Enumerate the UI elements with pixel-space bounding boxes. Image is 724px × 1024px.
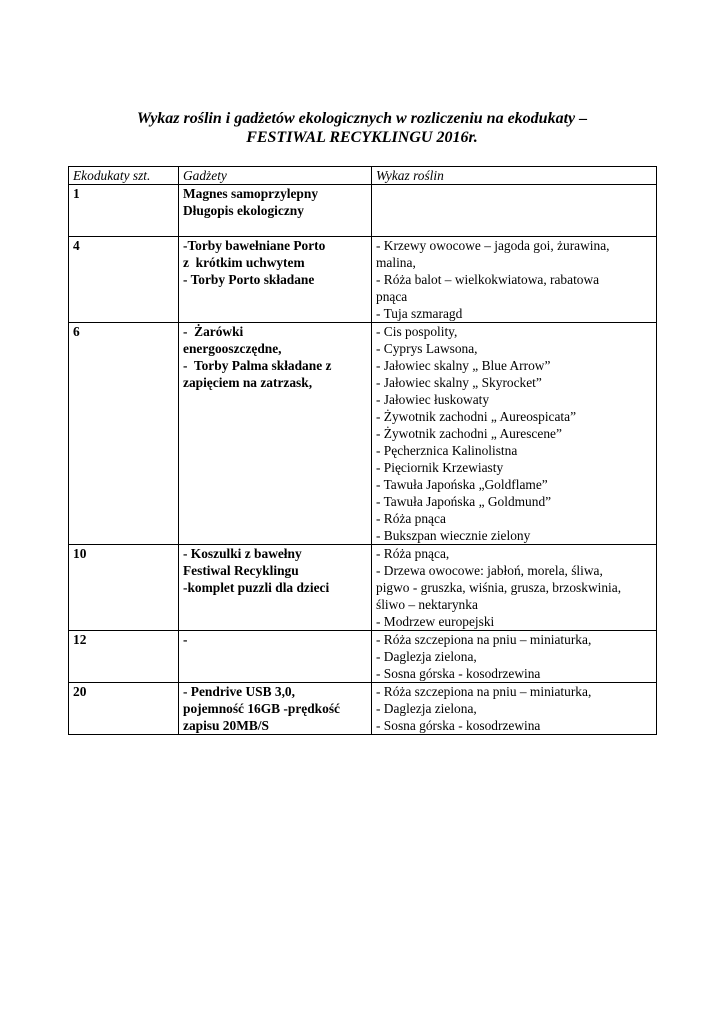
plants-gadgets-table — [68, 166, 657, 735]
cell-wykaz-roslin — [372, 185, 657, 237]
plant-line: - Żywotnik zachodni „ Aureospicata” — [376, 409, 577, 424]
plant-line: - Pęcherznica Kalinolistna — [376, 443, 518, 458]
gadget-line: -komplet puzzli dla dzieci — [183, 580, 330, 595]
plant-line: śliwo – nektarynka — [376, 597, 478, 612]
gadget-line: zapisu 20MB/S — [183, 718, 269, 733]
title-line-1: Wykaz roślin i gadżetów ekologicznych w rozliczeniu na ekodukaty – — [136, 110, 588, 127]
plant-line: - Pięciornik Krzewiasty — [376, 460, 504, 475]
gadget-line: z krótkim uchwytem — [183, 255, 305, 270]
cell-ekodukaty: 10 — [69, 545, 179, 631]
gadget-line: pojemność 16GB -prędkość — [183, 701, 340, 716]
plant-line: - Róża pnąca — [376, 511, 446, 526]
table-row — [69, 185, 657, 237]
gadget-line: - Pendrive USB 3,0, — [183, 684, 295, 699]
plant-line: - Modrzew europejski — [376, 614, 495, 629]
plant-line: - Sosna górska - kosodrzewina — [376, 666, 541, 681]
plant-line: - Żywotnik zachodni „ Aurescene” — [376, 426, 562, 441]
plant-line: - Jałowiec skalny „ Blue Arrow” — [376, 358, 551, 373]
title-line-2: FESTIWAL RECYKLINGU 2016r. — [246, 129, 478, 146]
gadget-line: - Koszulki z bawełny — [183, 546, 302, 561]
header-ekodukaty: Ekodukaty szt. — [69, 167, 179, 185]
cell-ekodukaty: 6 — [69, 323, 179, 545]
cell-ekodukaty: 1 — [69, 185, 179, 237]
plant-line: pigwo - gruszka, wiśnia, grusza, brzoskwinia, — [376, 580, 622, 595]
cell-wykaz-roslin — [372, 323, 657, 545]
table-row — [69, 237, 657, 323]
cell-ekodukaty: 4 — [69, 237, 179, 323]
table-row — [69, 683, 657, 735]
gadget-line: Długopis ekologiczny — [183, 203, 304, 218]
cell-wykaz-roslin — [372, 545, 657, 631]
header-gadzety: Gadżety — [179, 167, 372, 185]
cell-gadzety — [179, 631, 372, 683]
header-wykaz-roslin: Wykaz roślin — [372, 167, 657, 185]
table-body — [69, 185, 657, 735]
plant-line: - Róża szczepiona na pniu – miniaturka, — [376, 684, 592, 699]
plant-line: - Róża balot – wielkokwiatowa, rabatowa — [376, 272, 600, 287]
gadget-line: - — [183, 632, 188, 647]
gadget-line: - Torby Porto składane — [183, 272, 315, 287]
gadget-line: - Torby Palma składane z — [183, 358, 332, 373]
cell-ekodukaty: 20 — [69, 683, 179, 735]
plant-line: - Krzewy owocowe – jagoda goi, żurawina, — [376, 238, 610, 253]
plant-line: - Cis pospolity, — [376, 324, 458, 339]
plant-line: - Tawuła Japońska „ Goldmund” — [376, 494, 552, 509]
plant-line: - Daglezja zielona, — [376, 701, 477, 716]
table-row — [69, 323, 657, 545]
plant-line: - Jałowiec łuskowaty — [376, 392, 490, 407]
gadget-line: - Żarówki — [183, 324, 244, 339]
cell-wykaz-roslin — [372, 631, 657, 683]
gadget-line: -Torby bawełniane Porto — [183, 238, 326, 253]
cell-gadzety — [179, 545, 372, 631]
table-row — [69, 631, 657, 683]
cell-gadzety — [179, 185, 372, 237]
plant-line: - Jałowiec skalny „ Skyrocket” — [376, 375, 542, 390]
cell-wykaz-roslin — [372, 237, 657, 323]
table-header-row — [69, 167, 657, 185]
plant-line: - Tuja szmaragd — [376, 306, 463, 321]
plant-line: malina, — [376, 255, 416, 270]
plant-line: - Daglezja zielona, — [376, 649, 477, 664]
plant-line: - Róża szczepiona na pniu – miniaturka, — [376, 632, 592, 647]
cell-gadzety — [179, 237, 372, 323]
cell-wykaz-roslin — [372, 683, 657, 735]
cell-gadzety — [179, 683, 372, 735]
gadget-line: energooszczędne, — [183, 341, 282, 356]
plant-line: pnąca — [376, 289, 408, 304]
document-title — [0, 109, 724, 147]
gadget-line: zapięciem na zatrzask, — [183, 375, 313, 390]
plant-line: - Róża pnąca, — [376, 546, 450, 561]
cell-gadzety — [179, 323, 372, 545]
table-row — [69, 545, 657, 631]
plant-line: - Drzewa owocowe: jabłoń, morela, śliwa, — [376, 563, 603, 578]
plant-line: - Tawuła Japońska „Goldflame” — [376, 477, 548, 492]
plant-line: - Cyprys Lawsona, — [376, 341, 478, 356]
plant-line: - Bukszpan wiecznie zielony — [376, 528, 531, 543]
gadget-line: Festiwal Recyklingu — [183, 563, 299, 578]
cell-ekodukaty: 12 — [69, 631, 179, 683]
plant-line: - Sosna górska - kosodrzewina — [376, 718, 541, 733]
gadget-line: Magnes samoprzylepny — [183, 186, 319, 201]
